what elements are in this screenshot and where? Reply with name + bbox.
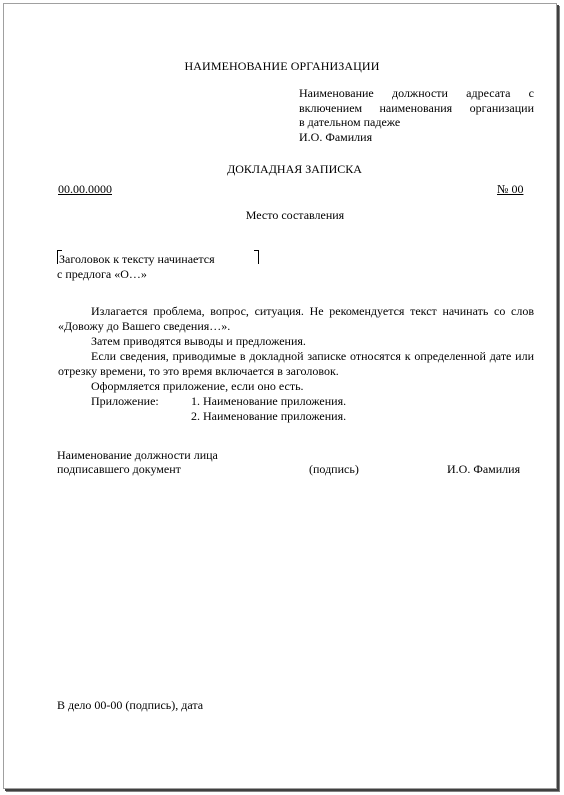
addressee-line: Наименование должности адресата с xyxy=(299,86,534,100)
attachment-label: Приложение: xyxy=(91,394,159,408)
attachment-item: 2. Наименование приложения. xyxy=(191,409,347,423)
heading-corner-right xyxy=(254,250,259,264)
body-text xyxy=(58,304,534,424)
heading-line: с предлога «О…» xyxy=(57,267,147,281)
document-title: ДОКЛАДНАЯ ЗАПИСКА xyxy=(227,162,362,176)
addressee-line: в дательном падеже xyxy=(299,115,401,129)
organization-name: НАИМЕНОВАНИЕ ОРГАНИЗАЦИИ xyxy=(184,59,380,73)
attachment-item: 1. Наименование приложения. xyxy=(191,394,347,408)
body-paragraph: Излагается проблема, вопрос, ситуация. Не рекомендуется текст начинать со слов «Довожу до Вашего сведения…». xyxy=(58,304,534,333)
attachment-row xyxy=(58,409,534,424)
document-date: 00.00.0000 xyxy=(58,182,112,196)
signer-position-line: Наименование должности лица xyxy=(57,448,218,462)
signer-position-line: подписавшего документ xyxy=(57,462,181,476)
body-paragraph: Затем приводятся выводы и предложения. xyxy=(91,334,306,348)
signer-name: И.О. Фамилия xyxy=(447,462,521,476)
attachment-row xyxy=(58,394,534,409)
heading-line: Заголовок к тексту начинается xyxy=(59,252,215,266)
document-number: № 00 xyxy=(497,182,524,196)
body-paragraph: Оформляется приложение, если оно есть. xyxy=(91,379,304,393)
signature-placeholder: (подпись) xyxy=(309,462,359,476)
place-of-composition: Место составления xyxy=(245,208,345,222)
filing-note: В дело 00-00 (подпись), дата xyxy=(57,698,204,712)
addressee-line: включением наименования организации xyxy=(299,100,534,115)
body-paragraph: Если сведения, приводимые в докладной записке относятся к определенной дате или отрезку времени, то это время включается в заголовок. xyxy=(58,349,534,378)
addressee-name: И.О. Фамилия xyxy=(299,129,373,144)
addressee-block xyxy=(299,86,534,144)
